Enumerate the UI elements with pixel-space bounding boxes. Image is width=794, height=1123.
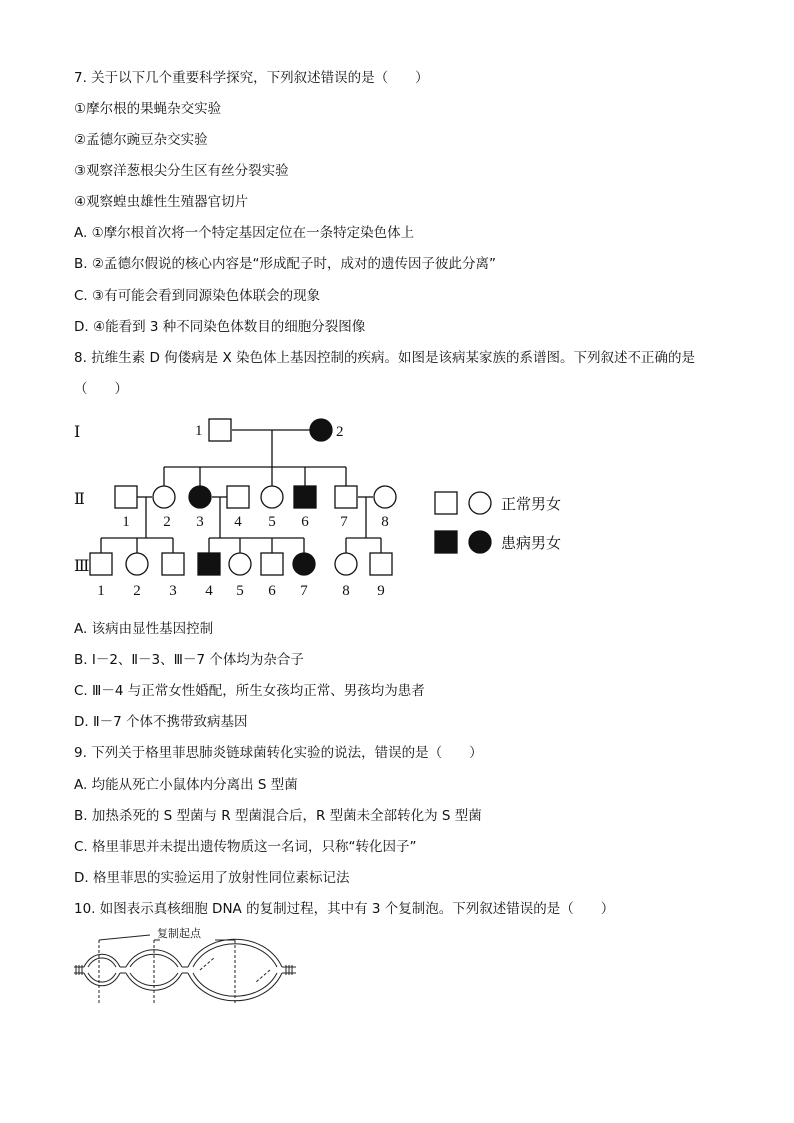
q7-option-d: D. ④能看到 3 种不同染色体数目的细胞分裂图像 [74,319,366,335]
pedigree-III-9-male [370,553,392,575]
pedigree-III-3-male [162,553,184,575]
q7-stem: 7. 关于以下几个重要科学探究，下列叙述错误的是（ ） [74,70,429,86]
gen2-number-2: 2 [163,514,171,530]
gen3-number-6: 6 [268,583,276,599]
pedigree-III-1-male [90,553,112,575]
q8-option-b: B. Ⅰ－2、Ⅱ－3、Ⅲ－7 个体均为杂合子 [74,652,304,668]
pedigree-III-6-male [261,553,283,575]
q8-stem-line2: （ ） [74,381,128,397]
q9-option-c: C. 格里菲思并未提出遗传物质这一名词，只称“转化因子” [74,839,417,855]
q7-item-4: ④观察蝗虫雄性生殖器官切片 [74,194,249,210]
q7-option-b: B. ②孟德尔假说的核心内容是“形成配子时，成对的遗传因子彼此分离” [74,256,496,272]
gen-label-III: Ⅲ [74,558,90,575]
gen2-number-3: 3 [196,514,204,530]
gen3-number-5: 5 [236,583,244,599]
q7-item-1: ①摩尔根的果蝇杂交实验 [74,101,222,117]
gen3-number-9: 9 [377,583,385,599]
gen-label-I: Ⅰ [74,424,81,441]
pedigree-III-2-female [126,553,148,575]
q7-option-a: A. ①摩尔根首次将一个特定基因定位在一条特定染色体上 [74,225,415,241]
q9-stem: 9. 下列关于格里菲思肺炎链球菌转化实验的说法，错误的是（ ） [74,745,483,761]
pedigree-II-6-male-affected [294,486,316,508]
pedigree-III-8-female [335,553,357,575]
q10-stem: 10. 如图表示真核细胞 DNA 的复制过程，其中有 3 个复制泡。下列叙述错误的是（ ） [74,901,615,917]
gen2-number-7: 7 [340,514,348,530]
gen2-number-8: 8 [381,514,389,530]
gen3-number-7: 7 [300,583,308,599]
pedigree-III-5-female [229,553,251,575]
pedigree-II-8-female [374,486,396,508]
legend-affected-male [435,531,457,553]
q9-option-a: A. 均能从死亡小鼠体内分离出 S 型菌 [74,777,298,793]
q8-option-d: D. Ⅱ－7 个体不携带致病基因 [74,714,248,730]
replication-origin-label: 复制起点 [157,927,201,940]
pedigree-II-2-female [153,486,175,508]
legend-normal-female [469,492,491,514]
gen2-number-6: 6 [301,514,309,530]
q7-item-2: ②孟德尔豌豆杂交实验 [74,132,208,148]
gen3-number-3: 3 [169,583,177,599]
gen3-number-1: 1 [97,583,105,599]
q9-option-d: D. 格里菲思的实验运用了放射性同位素标记法 [74,870,350,886]
legend-normal-label: 正常男女 [501,495,562,513]
gen2-number-5: 5 [268,514,276,530]
q7-option-c: C. ③有可能会看到同源染色体联会的现象 [74,288,321,304]
gen3-number-4: 4 [205,583,213,599]
pedigree-II-5-female [261,486,283,508]
pedigree-III-4-male-affected [198,553,220,575]
q9-option-b: B. 加热杀死的 S 型菌与 R 型菌混合后，R 型菌未全部转化为 S 型菌 [74,808,482,824]
legend-affected-female [469,531,491,553]
gen1-number-2: 2 [336,424,344,440]
gen-label-II: Ⅱ [74,491,85,508]
pedigree-II-3-female-affected [189,486,211,508]
legend-affected-label: 患病男女 [501,534,562,552]
pedigree-III-7-female-affected [293,553,315,575]
pedigree-II-1-male [115,486,137,508]
gen2-number-4: 4 [234,514,242,530]
q7-item-3: ③观察洋葱根尖分生区有丝分裂实验 [74,163,289,179]
gen3-number-2: 2 [133,583,141,599]
pedigree-II-7-male [335,486,357,508]
q8-stem-line1: 8. 抗维生素 D 佝偻病是 X 染色体上基因控制的疾病。如图是该病某家族的系谱图。下列叙述不正确的是 [74,350,695,366]
pedigree-II-4-male [227,486,249,508]
q8-option-a: A. 该病由显性基因控制 [74,621,214,637]
gen2-number-1: 1 [122,514,130,530]
gen3-number-8: 8 [342,583,350,599]
pedigree-I-1-male [209,419,231,441]
gen1-number-1: 1 [195,423,203,439]
legend-normal-male [435,492,457,514]
q8-option-c: C. Ⅲ－4 与正常女性婚配，所生女孩均正常、男孩均为患者 [74,683,425,699]
pedigree-I-2-female-affected [310,419,332,441]
